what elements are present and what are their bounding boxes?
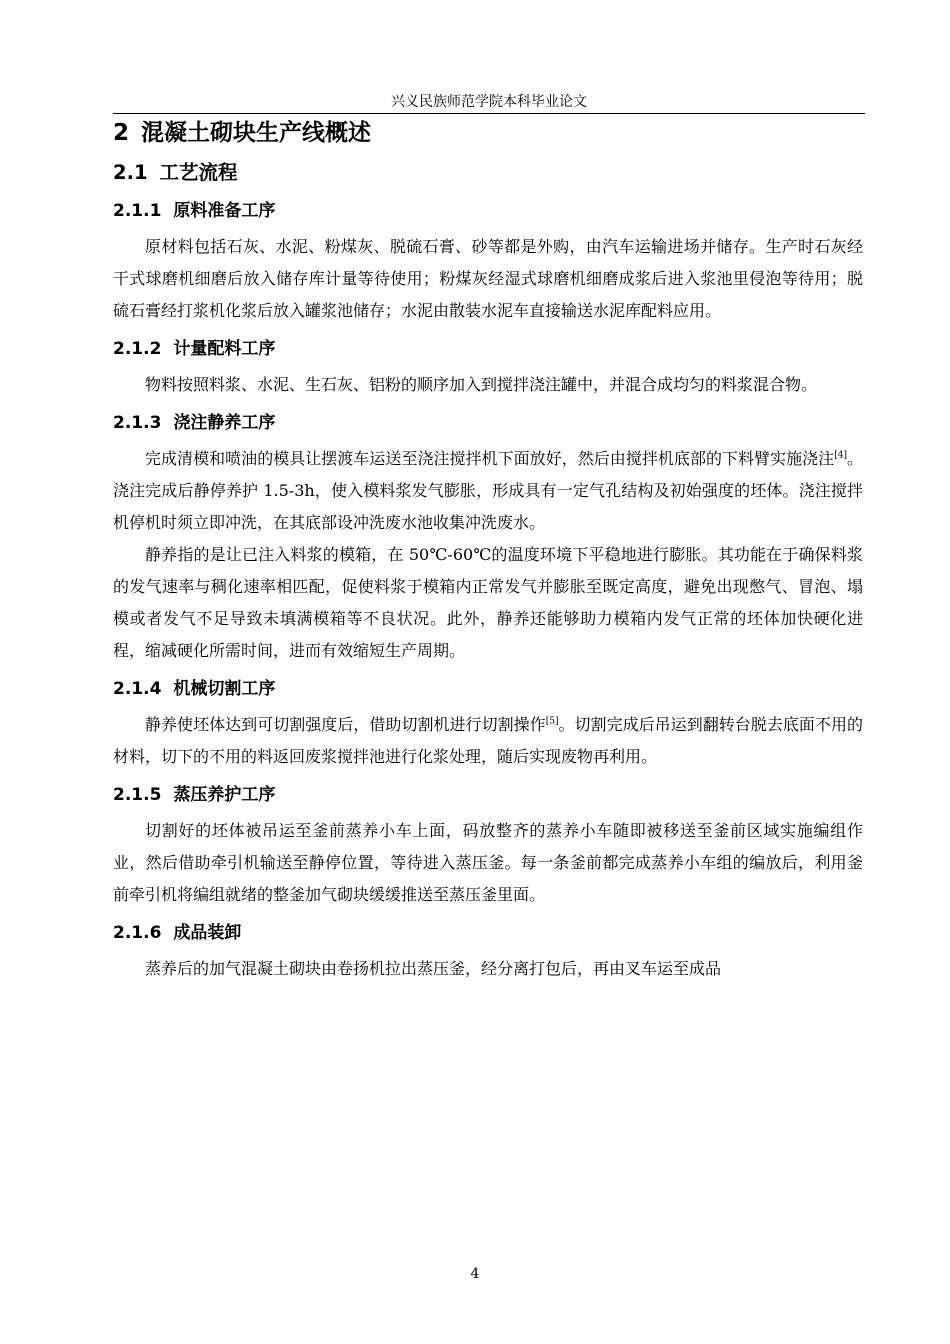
chapter-title: 混凝土砌块生产线概述 [141,120,372,146]
subsection-heading-2-1-1 [113,195,863,227]
subsection-heading-2-1-5 [113,779,863,811]
paragraph-batching: 物料按照料浆、水泥、生石灰、铝粉的顺序加入到搅拌浇注罐中，并混合成均匀的料浆混合物。 [145,375,818,394]
subsection-number: 2.1.1 [113,201,162,221]
subsection-heading-2-1-4 [113,673,863,705]
subsection-heading-2-1-2 [113,333,863,365]
paragraph-text: 。浇注完成后静停养护 1.5-3h，使入模料浆发气膨胀，形成具有一定气孔结构及初始强度的坯体。浇注搅拌机停机时须立即冲洗，在其底部设冲洗废水池收集冲洗废水。 [113,449,863,532]
paragraph-pouring [113,443,863,539]
subsection-number: 2.1.3 [113,413,162,433]
subsection-title: 成品装卸 [173,923,242,943]
subsection-title: 原料准备工序 [173,201,276,221]
paragraph-static-curing: 静养指的是让已注入料浆的模箱，在 50℃-60℃的温度环境下平稳地进行膨胀。其功能在于确保料浆的发气速率与稠化速率相匹配，促使料浆于模箱内正常发气并膨胀至既定高度，避免出现憋气、冒泡、塌模或者发气不足导致未填满模箱等不良状况。此外，静养还能够助力模箱内发气正常的坯体加快硬化进程，缩减硬化所需时间，进而有效缩短生产周期。 [113,545,863,660]
page-number: 4 [470,1266,480,1282]
subsection-number: 2.1.6 [113,923,162,943]
paragraph-raw-materials: 原材料包括石灰、水泥、粉煤灰、脱硫石膏、砂等都是外购，由汽车运输进场并储存。生产时石灰经干式球磨机细磨后放入储存库计量等待使用；粉煤灰经湿式球磨机细磨成浆后进入浆池里侵泡等待用；脱硫石膏经打浆机化浆后放入罐浆池储存；水泥由散装水泥车直接输送水泥库配料应用。 [113,237,863,320]
subsection-title: 机械切割工序 [173,679,276,699]
subsection-heading-2-1-3 [113,407,863,439]
chapter-number: 2 [113,120,130,146]
subsection-number: 2.1.4 [113,679,162,699]
paragraph-autoclave: 切割好的坯体被吊运至釜前蒸养小车上面，码放整齐的蒸养小车随即被移送至釜前区域实施编组作业，然后借助牵引机输送至静停位置，等待进入蒸压釜。每一条釜前都完成蒸养小车组的编放后，利用釜前牵引机将编组就绪的整釜加气砌块缓缓推送至蒸压釜里面。 [113,821,863,904]
subsection-title: 蒸压养护工序 [173,785,276,805]
citation-ref: [5] [545,716,559,727]
subsection-number: 2.1.5 [113,785,162,805]
section-title: 工艺流程 [159,161,238,184]
paragraph-text: 完成清模和喷油的模具让摆渡车运送至浇注搅拌机下面放好，然后由搅拌机底部的下料臂实施浇注 [145,449,835,468]
paragraph-loading: 蒸养后的加气混凝土砌块由卷扬机拉出蒸压釜，经分离打包后，再由叉车运至成品 [145,959,722,978]
paragraph-cutting [113,709,863,773]
subsection-heading-2-1-6 [113,917,863,949]
chapter-heading [113,116,863,150]
subsection-title: 计量配料工序 [173,339,276,359]
subsection-title: 浇注静养工序 [173,413,276,433]
paragraph-text: 静养使坯体达到可切割强度后，借助切割机进行切割操作 [145,715,546,734]
subsection-number: 2.1.2 [113,339,162,359]
section-number: 2.1 [113,161,148,184]
section-heading [113,157,863,189]
paragraph-text: 。切割完成后吊运到翻转台脱去底面不用的材料，切下的不用的料返回废浆搅拌池进行化浆处理，随后实现废物再利用。 [113,715,863,766]
page-body [113,116,863,985]
running-header: 兴义民族师范学院本科毕业论文 [113,92,865,114]
citation-ref: [4] [834,450,847,461]
